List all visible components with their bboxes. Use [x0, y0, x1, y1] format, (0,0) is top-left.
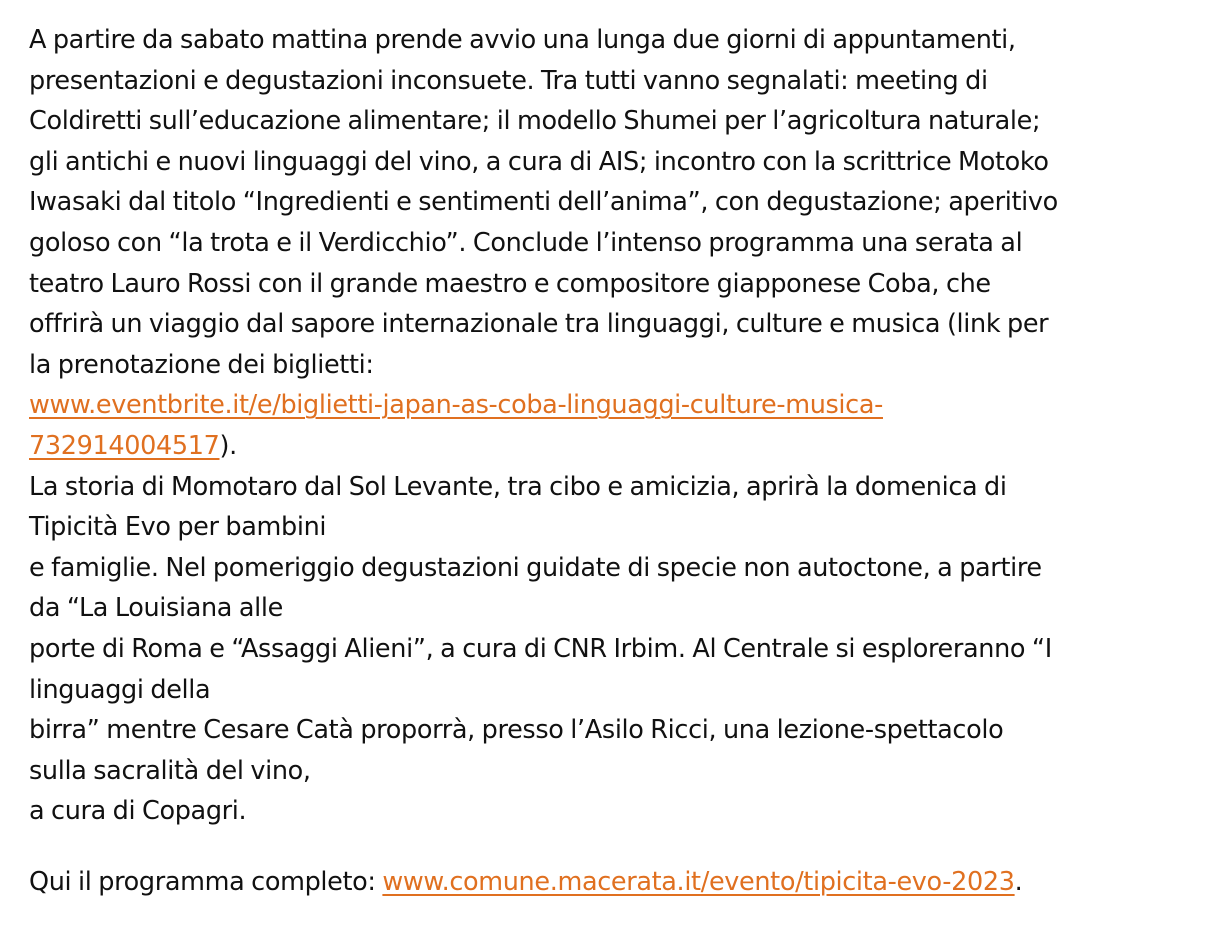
period: .: [1014, 866, 1023, 897]
paragraph-event-program: [29, 20, 1214, 832]
text-line: La storia di Momotaro dal Sol Levante, tra cibo e amicizia, aprirà la domenica di: [29, 471, 1007, 502]
ticket-booking-link-continued[interactable]: 732914004517: [29, 430, 220, 461]
program-line: [29, 862, 1214, 903]
text-line: birra” mentre Cesare Catà proporrà, presso l’Asilo Ricci, una lezione-spettacolo: [29, 715, 1004, 746]
paragraph-full-program: [29, 862, 1214, 903]
ticket-booking-link[interactable]: www.eventbrite.it/e/biglietti-japan-as-coba-linguaggi-culture-musica-: [29, 390, 883, 421]
ticket-link-line: [29, 385, 1214, 426]
text-line: sulla sacralità del vino,: [29, 755, 311, 786]
text-line: presentazioni e degustazioni inconsuete. Tra tutti vanno segnalati: meeting di: [29, 65, 988, 96]
program-prefix: Qui il programma completo:: [29, 866, 383, 897]
text-line: la prenotazione dei biglietti:: [29, 349, 374, 380]
text-line: e famiglie. Nel pomeriggio degustazioni guidate di specie non autoctone, a partire: [29, 552, 1042, 583]
closing-punctuation: ).: [219, 430, 237, 461]
text-line: Coldiretti sull’educazione alimentare; il modello Shumei per l’agricoltura naturale;: [29, 106, 1041, 137]
full-program-link[interactable]: www.comune.macerata.it/evento/tipicita-evo-2023: [382, 866, 1015, 897]
article-body: [29, 20, 1214, 902]
text-line: offrirà un viaggio dal sapore internazionale tra linguaggi, culture e musica (link per: [29, 309, 1049, 340]
text-line: linguaggi della: [29, 674, 211, 705]
text-line: teatro Lauro Rossi con il grande maestro e compositore giapponese Coba, che: [29, 268, 991, 299]
text-line: porte di Roma e “Assaggi Alieni”, a cura di CNR Irbim. Al Centrale si esploreranno “I: [29, 633, 1052, 664]
text-line: a cura di Copagri.: [29, 796, 247, 827]
text-line: A partire da sabato mattina prende avvio una lunga due giorni di appuntamenti,: [29, 25, 1016, 55]
text-line: goloso con “la trota e il Verdicchio”. Conclude l’intenso programma una serata al: [29, 227, 1023, 258]
text-line: Iwasaki dal titolo “Ingredienti e sentimenti dell’anima”, con degustazione; aperitivo: [29, 187, 1058, 218]
ticket-link-line: [29, 426, 1214, 467]
text-line: Tipicità Evo per bambini: [29, 512, 327, 543]
text-line: gli antichi e nuovi linguaggi del vino, a cura di AIS; incontro con la scrittrice Motoko: [29, 146, 1049, 177]
text-line: da “La Louisiana alle: [29, 593, 283, 624]
